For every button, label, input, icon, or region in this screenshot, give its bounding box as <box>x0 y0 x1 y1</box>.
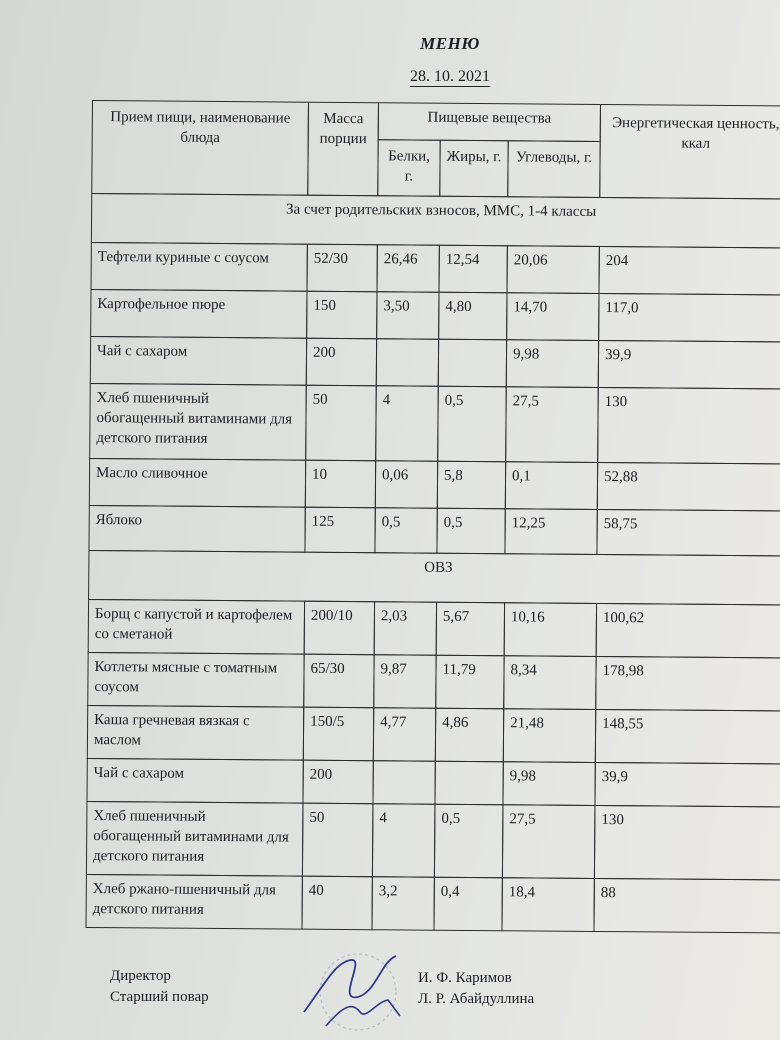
table-cell-fat: 4,80 <box>438 292 507 341</box>
table-cell-carbs: 18,4 <box>501 877 594 932</box>
table-cell-energy: 52,88 <box>597 462 780 512</box>
table-cell-fat: 0,4 <box>433 877 502 932</box>
document-title: МЕНЮ <box>420 34 480 53</box>
table-cell-protein: 4,77 <box>373 707 436 761</box>
table-cell-energy: 88 <box>593 878 780 934</box>
table-cell-mass: 50 <box>305 385 377 462</box>
table-cell-protein <box>372 760 435 804</box>
table-cell-energy: 130 <box>594 805 780 881</box>
role-director: Директор <box>110 968 171 984</box>
header-nutrients: Пищевые вещества <box>378 102 601 142</box>
table-cell-energy: 39,9 <box>594 762 780 808</box>
table-cell-fat <box>438 339 507 388</box>
table-cell-mass: 50 <box>302 803 374 878</box>
table-cell-energy: 204 <box>598 246 780 296</box>
table-cell-name: Яблоко <box>88 505 305 553</box>
table-cell-fat: 0,5 <box>437 386 507 463</box>
table-cell-energy: 130 <box>597 387 780 465</box>
table-cell-carbs: 20,06 <box>506 245 599 294</box>
header-mass: Масса порции <box>307 102 379 197</box>
table-cell-protein: 9,87 <box>373 654 436 708</box>
table-cell-protein <box>376 338 439 386</box>
table-cell-protein: 26,46 <box>376 244 439 292</box>
table-cell-protein: 4 <box>372 803 436 877</box>
table-cell-energy: 117,0 <box>598 293 780 343</box>
table-cell-protein: 3,50 <box>376 291 439 339</box>
table-cell-mass: 150 <box>306 291 377 340</box>
footer-names <box>418 968 534 1010</box>
header-name: Прием пищи, наименование блюда <box>91 100 309 196</box>
table-cell-carbs: 21,48 <box>503 708 596 763</box>
header-energy: Энергетическая ценность, ккал <box>599 104 780 200</box>
table-cell-energy: 148,55 <box>595 709 780 765</box>
name-chef: Л. Р. Абайдуллина <box>418 991 535 1007</box>
date-text: 28. 10. 2021 <box>410 68 490 85</box>
menu-table <box>85 100 780 945</box>
table-cell-carbs: 27,5 <box>502 804 596 879</box>
table-cell-mass: 40 <box>301 876 372 931</box>
table-cell-fat: 12,54 <box>438 245 507 294</box>
table-cell-name: Чай с сахаром <box>90 336 307 386</box>
table-cell-name: Хлеб пшеничный обогащенный витаминами для детского питания <box>86 801 304 877</box>
table-cell-fat: 0,5 <box>436 508 505 555</box>
table-cell-mass: 125 <box>304 507 375 554</box>
table-cell-mass: 52/30 <box>307 244 378 293</box>
table-cell-carbs: 14,70 <box>506 292 599 341</box>
table-cell-name: Хлеб пшеничный обогащенный витаминами для детского питания <box>89 383 307 461</box>
table-cell-protein: 4 <box>375 385 439 461</box>
header-carbs: Углеводы, г. <box>507 140 600 198</box>
table-cell-mass: 200/10 <box>304 601 375 656</box>
table-cell-mass: 65/30 <box>303 654 374 709</box>
name-director: И. Ф. Каримов <box>418 970 512 986</box>
signature-stamp <box>296 942 416 1034</box>
table-cell-name: Борщ с капустой и картофелем со сметаной <box>88 599 305 655</box>
table-cell-mass: 200 <box>306 338 377 387</box>
table-cell-mass: 150/5 <box>303 707 374 762</box>
header-fat: Жиры, г. <box>439 140 508 198</box>
table-cell-carbs: 0,1 <box>505 461 598 510</box>
table-cell-energy: 39,9 <box>598 340 780 390</box>
table-cell-carbs: 9,98 <box>506 339 599 388</box>
document-date <box>0 68 780 86</box>
section-title: ОВЗ <box>88 550 780 605</box>
table-cell-name: Хлеб ржано-пшеничный для детского питания <box>85 874 302 930</box>
header-protein: Белки, г. <box>377 139 440 196</box>
table-cell-carbs: 27,5 <box>505 386 599 463</box>
table-cell-name: Каша гречневая вязкая с маслом <box>87 705 304 761</box>
table-cell-fat: 11,79 <box>435 655 504 710</box>
table-cell-protein: 3,2 <box>371 876 434 930</box>
table-cell-protein: 2,03 <box>374 601 437 655</box>
table-cell-carbs: 10,16 <box>504 602 597 657</box>
table-cell-name: Чай с сахаром <box>86 758 303 804</box>
table-cell-energy: 100,62 <box>596 603 780 659</box>
table-cell-name: Картофельное пюре <box>90 289 307 339</box>
table-cell-protein: 0,5 <box>374 507 437 553</box>
table-cell-name: Тефтели куриные с соусом <box>91 242 308 292</box>
table-cell-fat: 0,5 <box>434 804 504 879</box>
table-cell-fat: 5,67 <box>436 602 505 657</box>
table-cell-mass: 200 <box>302 760 373 805</box>
table-cell-name: Котлеты мясные с томатным соусом <box>87 652 304 708</box>
section-title: За счет родительских взносов, ММС, 1-4 классы <box>91 193 780 248</box>
table-cell-mass: 10 <box>305 460 376 509</box>
table-cell-fat <box>434 761 503 806</box>
table-cell-carbs: 8,34 <box>503 655 596 710</box>
footer-roles <box>110 966 209 1008</box>
table-cell-fat: 5,8 <box>437 461 506 510</box>
table-cell-energy: 178,98 <box>595 656 780 712</box>
table-cell-name: Масло сливочное <box>89 458 306 508</box>
role-chef: Старший повар <box>110 989 209 1005</box>
table-cell-carbs: 12,25 <box>504 508 597 555</box>
table-cell-protein: 0,06 <box>375 460 438 508</box>
table-cell-energy: 58,75 <box>596 509 780 557</box>
table-cell-carbs: 9,98 <box>502 761 595 806</box>
table-cell-fat: 4,86 <box>435 708 504 763</box>
